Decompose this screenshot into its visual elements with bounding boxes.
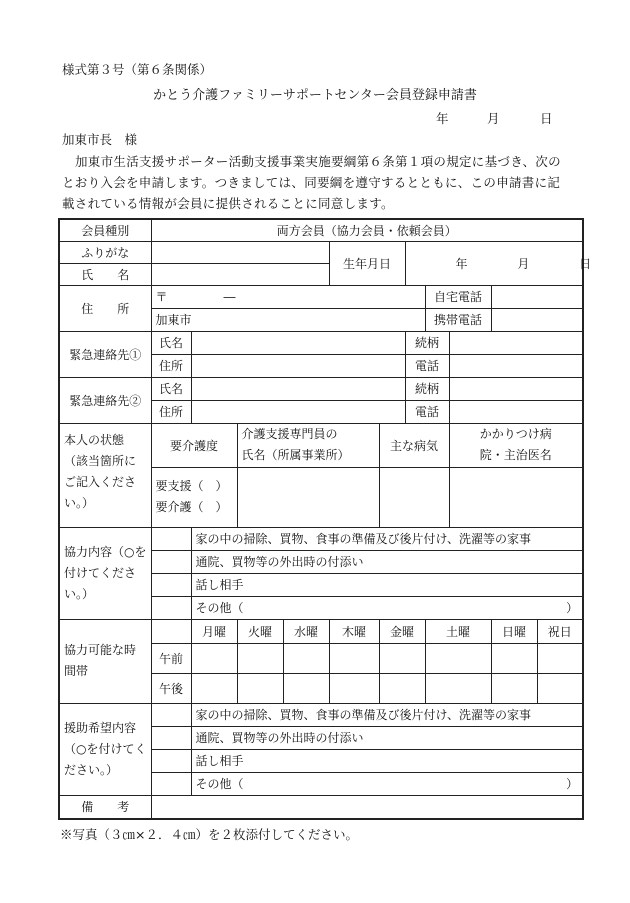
address-city: 加東市 [155,313,192,327]
am-sunday-cell[interactable] [491,643,537,673]
day-sunday: 日曜 [491,619,537,643]
mobile-phone-input[interactable] [491,308,583,331]
dob-input[interactable] [405,241,592,285]
am-monday-cell[interactable] [191,643,237,673]
emergency-2-phone-label: 電話 [405,400,449,423]
dob-day-label: 日 [579,256,592,271]
intro-text: 加東市生活支援サポーター活動支援事業実施要綱第６条第１項の規定に基づき、次のとおり入会を申請します。つきましては、同要綱を遵守するとともに、この申請書に記載されている情報が会員に提供されることに同意します。 [62,154,561,211]
am-wednesday-cell[interactable] [283,643,329,673]
member-type-label: 会員種別 [59,219,151,241]
pm-label: 午後 [151,673,191,703]
pm-wednesday-cell[interactable] [283,673,329,703]
furigana-label: ふりがな [59,241,151,263]
emergency-1-relation-input[interactable] [449,331,583,354]
remarks-label: 備 考 [59,795,151,819]
emergency-1-address-label: 住所 [151,354,191,377]
emergency-contact-1-label: 緊急連絡先① [59,331,151,377]
desired-help-item-escort: 通院、買物等の外出時の付添い [191,726,583,749]
am-label: 午前 [151,643,191,673]
emergency-1-address-input[interactable] [191,354,405,377]
photo-note: ※写真（３㎝×２．４㎝）を２枚添付してください。 [60,827,358,842]
am-holiday-cell[interactable] [537,643,583,673]
main-illness-input[interactable] [379,467,449,527]
cooperation-item-housework: 家の中の掃除、買物、食事の準備及び後片付け、洗濯等の家事 [191,527,583,550]
member-type-value: 両方会員（協力会員・依頼会員） [151,219,583,241]
desired-help-label: 援助希望内容（○を付けてください。） [59,703,151,795]
desired-help-item-housework: 家の中の掃除、買物、食事の準備及び後片付け、洗濯等の家事 [191,703,583,726]
availability-label: 協力可能な時間帯 [59,619,151,703]
care-level-label: 要介護度 [151,423,237,467]
day-tuesday: 火曜 [237,619,283,643]
family-doctor-label: かかりつけ病 院・主治医名 [449,423,583,467]
address-input[interactable] [151,308,425,331]
emergency-2-relation-label: 続柄 [405,377,449,400]
remarks-input[interactable] [151,795,583,819]
emergency-1-relation-label: 続柄 [405,331,449,354]
family-doctor-input[interactable] [449,467,583,527]
day-saturday: 土曜 [425,619,491,643]
day-holiday: 祝日 [537,619,583,643]
pm-monday-cell[interactable] [191,673,237,703]
desired-help-mark-1[interactable] [151,703,191,726]
availability-corner [151,619,191,643]
date-year-label: 年 [436,111,449,126]
desired-help-mark-2[interactable] [151,726,191,749]
mobile-phone-label: 携帯電話 [425,308,491,331]
emergency-2-address-label: 住所 [151,400,191,423]
cooperation-item-conversation: 話し相手 [191,573,583,596]
postal-code-input[interactable] [151,285,425,308]
name-input[interactable] [151,263,329,285]
cooperation-item-other[interactable]: その他（ ） [191,596,583,619]
pm-saturday-cell[interactable] [425,673,491,703]
am-saturday-cell[interactable] [425,643,491,673]
emergency-2-relation-input[interactable] [449,377,583,400]
emergency-1-phone-label: 電話 [405,354,449,377]
date-day-label: 日 [540,111,553,126]
cooperation-mark-3[interactable] [151,573,191,596]
form-title: かとう介護ファミリーサポートセンター会員登録申請書 [153,88,477,103]
main-illness-label: 主な病気 [379,423,449,467]
cooperation-label: 協力内容（○を付けてください。） [59,527,151,619]
pm-friday-cell[interactable] [379,673,425,703]
emergency-2-phone-input[interactable] [449,400,583,423]
pm-thursday-cell[interactable] [329,673,379,703]
care-level-option: 要介護（ ） [155,500,228,514]
cooperation-item-escort: 通院、買物等の外出時の付添い [191,550,583,573]
day-thursday: 木曜 [329,619,379,643]
pm-tuesday-cell[interactable] [237,673,283,703]
emergency-1-name-label: 氏名 [151,331,191,354]
dob-label: 生年月日 [329,241,405,285]
cooperation-mark-2[interactable] [151,550,191,573]
furigana-input[interactable] [151,241,329,263]
am-thursday-cell[interactable] [329,643,379,673]
condition-label: 本人の状態（該当箇所にご記入ください。） [59,423,151,527]
am-tuesday-cell[interactable] [237,643,283,673]
emergency-2-address-input[interactable] [191,400,405,423]
desired-help-mark-4[interactable] [151,772,191,795]
pm-sunday-cell[interactable] [491,673,537,703]
cooperation-mark-4[interactable] [151,596,191,619]
desired-help-mark-3[interactable] [151,749,191,772]
address-label: 住 所 [59,285,151,331]
dob-month-label: 月 [517,256,530,271]
desired-help-item-other[interactable]: その他（ ） [191,772,583,795]
day-monday: 月曜 [191,619,237,643]
care-manager-label: 介護支援専門員の 氏名（所属事業所） [237,423,379,467]
postal-mark: 〒 [155,290,168,304]
care-manager-input[interactable] [237,467,379,527]
dob-year-label: 年 [455,256,468,271]
date-month-label: 月 [487,111,500,126]
emergency-contact-2-label: 緊急連絡先② [59,377,151,423]
emergency-2-name-input[interactable] [191,377,405,400]
emergency-2-name-label: 氏名 [151,377,191,400]
name-label: 氏 名 [59,263,151,285]
pm-holiday-cell[interactable] [537,673,583,703]
day-wednesday: 水曜 [283,619,329,643]
postal-dash: ― [223,290,236,304]
application-table [58,218,592,820]
home-phone-input[interactable] [491,285,583,308]
emergency-1-phone-input[interactable] [449,354,583,377]
care-level-input[interactable] [151,467,237,527]
form-number: 様式第３号（第６条関係） [62,62,213,77]
addressee: 加東市長 様 [62,132,138,147]
support-level-option: 要支援（ ） [155,479,228,493]
day-friday: 金曜 [379,619,425,643]
emergency-1-name-input[interactable] [191,331,405,354]
am-friday-cell[interactable] [379,643,425,673]
desired-help-item-conversation: 話し相手 [191,749,583,772]
home-phone-label: 自宅電話 [425,285,491,308]
cooperation-mark-1[interactable] [151,527,191,550]
